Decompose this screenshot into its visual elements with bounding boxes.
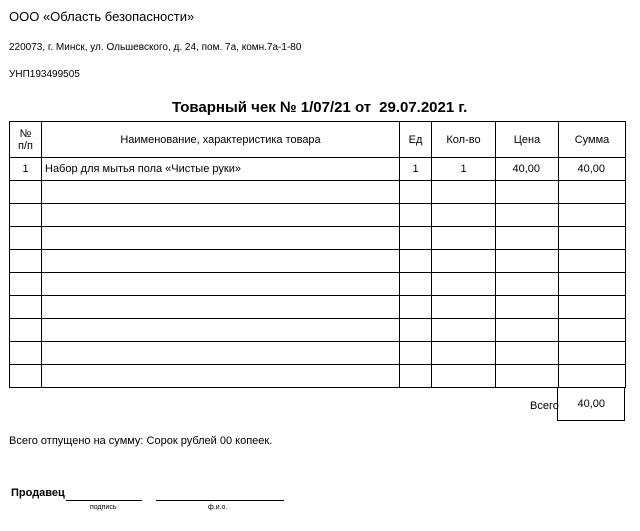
table-row bbox=[10, 250, 626, 273]
cell-num bbox=[10, 181, 42, 204]
cell-num: 1 bbox=[10, 158, 42, 181]
cell-qty bbox=[432, 296, 496, 319]
cell-price bbox=[496, 296, 559, 319]
cell-qty bbox=[432, 204, 496, 227]
cell-sum bbox=[559, 181, 626, 204]
cell-unit bbox=[400, 273, 432, 296]
header-price: Цена bbox=[496, 122, 559, 158]
cell-name bbox=[42, 227, 400, 250]
cell-qty bbox=[432, 319, 496, 342]
cell-qty: 1 bbox=[432, 158, 496, 181]
table-header-row bbox=[10, 122, 626, 158]
table-row bbox=[10, 319, 626, 342]
header-num-line2: п/п bbox=[18, 139, 33, 152]
name-caption: ф.и.о. bbox=[208, 504, 228, 511]
header-num-line1: № bbox=[19, 127, 32, 140]
cell-unit: 1 bbox=[400, 158, 432, 181]
cell-price bbox=[496, 319, 559, 342]
table-row bbox=[10, 296, 626, 319]
total-value: 40,00 bbox=[557, 387, 625, 421]
cell-name bbox=[42, 250, 400, 273]
cell-sum bbox=[559, 342, 626, 365]
header-qty: Кол-во bbox=[432, 122, 496, 158]
cell-price bbox=[496, 250, 559, 273]
cell-num bbox=[10, 319, 42, 342]
receipt-title-text: Товарный чек № 1/07/21 от bbox=[172, 99, 372, 116]
cell-name bbox=[42, 365, 400, 388]
cell-price bbox=[496, 365, 559, 388]
signature-caption: подпись bbox=[90, 504, 117, 511]
table-row bbox=[10, 342, 626, 365]
cell-name bbox=[42, 319, 400, 342]
header-num bbox=[10, 122, 42, 158]
cell-unit bbox=[400, 227, 432, 250]
items-table bbox=[9, 121, 626, 388]
cell-sum bbox=[559, 227, 626, 250]
cell-price bbox=[496, 227, 559, 250]
cell-qty bbox=[432, 365, 496, 388]
cell-qty bbox=[432, 181, 496, 204]
receipt-date: 29.07.2021 г. bbox=[379, 99, 468, 116]
table-row bbox=[10, 227, 626, 250]
table-row bbox=[10, 273, 626, 296]
header-sum: Сумма bbox=[559, 122, 626, 158]
cell-name bbox=[42, 181, 400, 204]
cell-unit bbox=[400, 181, 432, 204]
cell-unit bbox=[400, 204, 432, 227]
cell-sum: 40,00 bbox=[559, 158, 626, 181]
cell-unit bbox=[400, 319, 432, 342]
cell-num bbox=[10, 250, 42, 273]
cell-price bbox=[496, 342, 559, 365]
cell-sum bbox=[559, 273, 626, 296]
cell-qty bbox=[432, 273, 496, 296]
cell-name bbox=[42, 273, 400, 296]
cell-price: 40,00 bbox=[496, 158, 559, 181]
header-unit: Ед bbox=[400, 122, 432, 158]
cell-name bbox=[42, 204, 400, 227]
cell-price bbox=[496, 273, 559, 296]
cell-num bbox=[10, 342, 42, 365]
total-label: Всего bbox=[530, 400, 559, 412]
cell-num bbox=[10, 365, 42, 388]
cell-name bbox=[42, 342, 400, 365]
cell-num bbox=[10, 227, 42, 250]
cell-qty bbox=[432, 250, 496, 273]
cell-sum bbox=[559, 250, 626, 273]
table-row bbox=[10, 181, 626, 204]
cell-sum bbox=[559, 319, 626, 342]
cell-unit bbox=[400, 296, 432, 319]
table-row bbox=[10, 158, 626, 181]
table-row bbox=[10, 204, 626, 227]
cell-name bbox=[42, 296, 400, 319]
cell-qty bbox=[432, 227, 496, 250]
header-name: Наименование, характеристика товара bbox=[42, 122, 400, 158]
cell-sum bbox=[559, 365, 626, 388]
cell-num bbox=[10, 273, 42, 296]
cell-unit bbox=[400, 365, 432, 388]
released-amount-text: Всего отпущено на сумму: Сорок рублей 00 копеек. bbox=[9, 435, 273, 447]
cell-price bbox=[496, 181, 559, 204]
cell-qty bbox=[432, 342, 496, 365]
cell-sum bbox=[559, 296, 626, 319]
company-unp: УНП193499505 bbox=[9, 69, 80, 80]
cell-name: Набор для мытья пола «Чистые руки» bbox=[42, 158, 400, 181]
seller-label: Продавец bbox=[11, 487, 65, 499]
cell-sum bbox=[559, 204, 626, 227]
company-name: ООО «Область безопасности» bbox=[9, 9, 195, 24]
company-address: 220073, г. Минск, ул. Ольшевского, д. 24, пом. 7а, комн.7а-1-80 bbox=[9, 42, 302, 53]
cell-unit bbox=[400, 250, 432, 273]
cell-price bbox=[496, 204, 559, 227]
cell-unit bbox=[400, 342, 432, 365]
name-line bbox=[156, 500, 284, 501]
cell-num bbox=[10, 204, 42, 227]
receipt-title bbox=[172, 99, 467, 116]
cell-num bbox=[10, 296, 42, 319]
table-row bbox=[10, 365, 626, 388]
signature-line bbox=[66, 500, 142, 501]
